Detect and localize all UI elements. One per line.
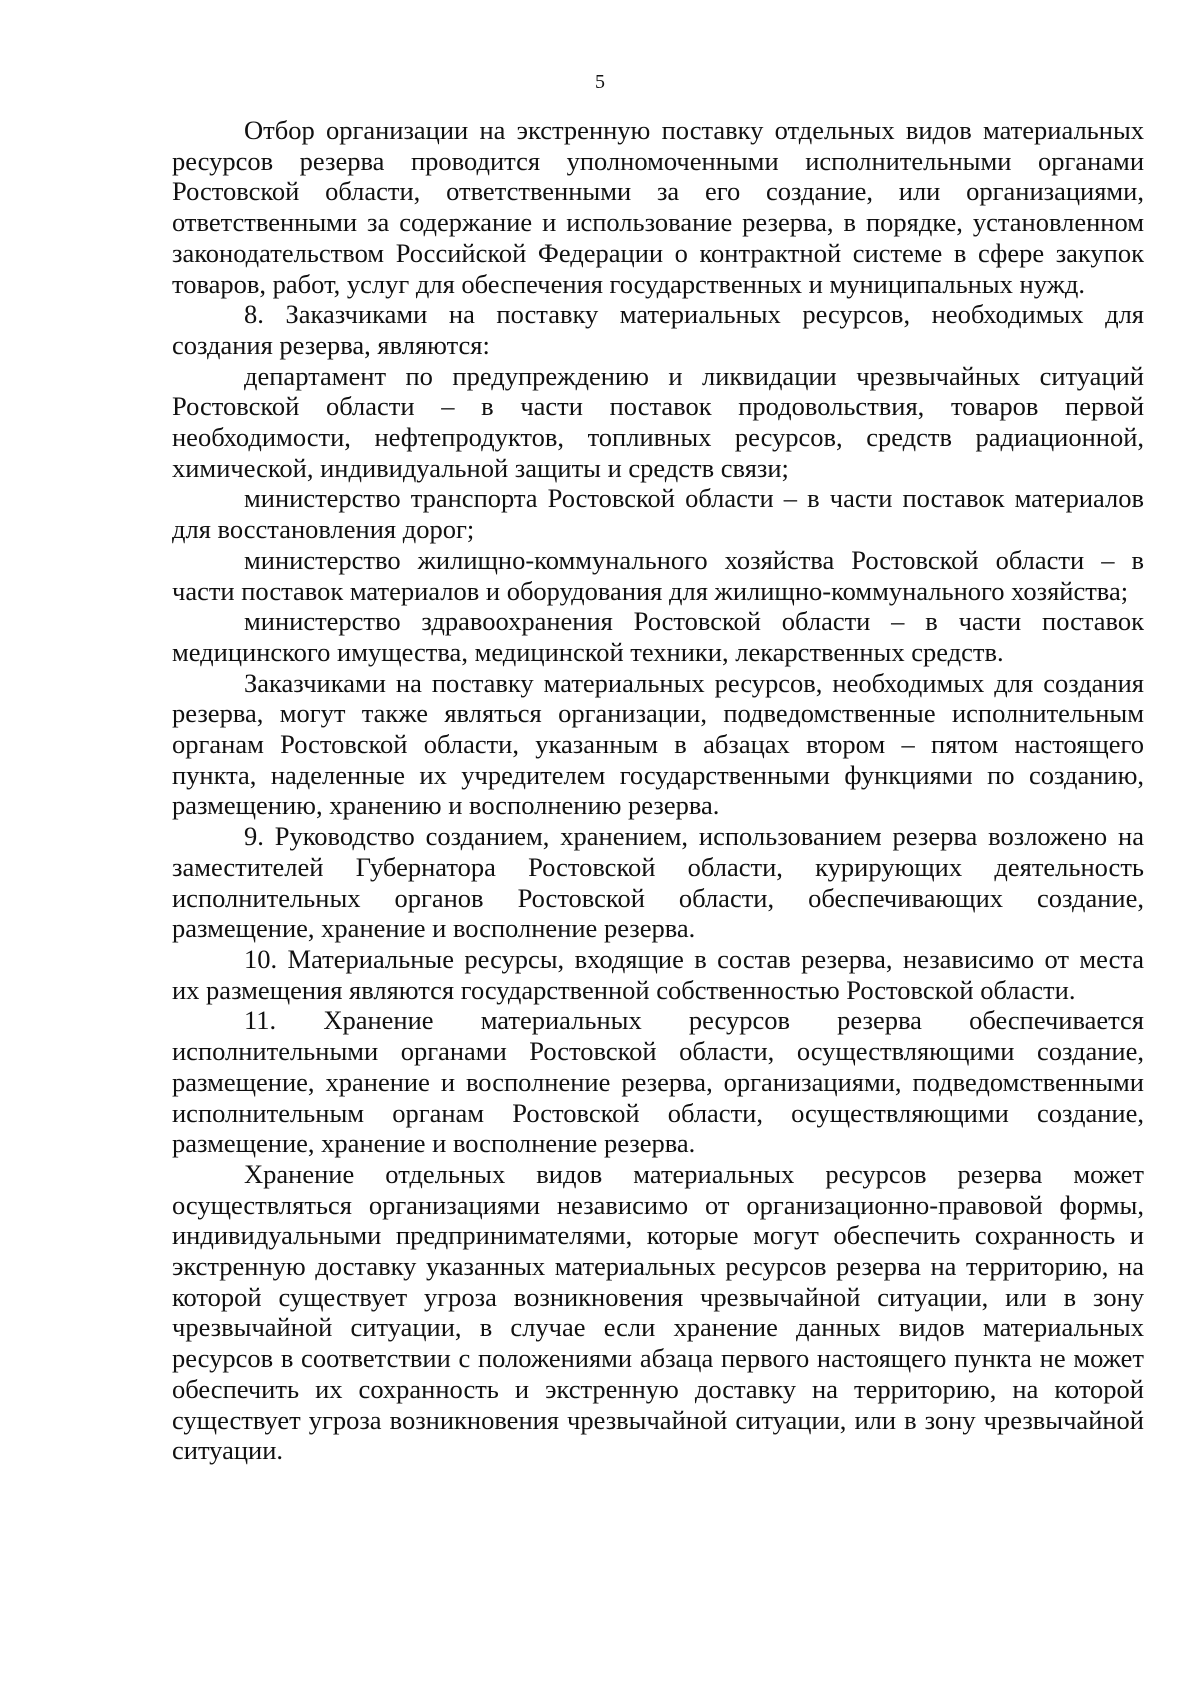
paragraph-storage-by-organizations: Хранение отдельных видов материальных ресурсов резерва может осуществляться организациями независимо от организационно-правовой формы, индивидуальными предпринимателями, которые могут обеспечить сохранность и экстренную доставку указанных материальных ресурсов резерва на территорию, на которой существует угроза возникновения чрезвычайной ситуации, или в зону чрезвычайной ситуации, в случае если хранение данных видов материальных ресурсов в соответствии с положениями абзаца первого настоящего пункта не может обеспечить их сохранность и экстренную доставку на территорию, на которой существует угроза возникновения чрезвычайной ситуации, или в зону чрезвычайной ситуации. <box>172 1158 1144 1466</box>
document-body <box>172 115 1144 1466</box>
paragraph-housing-ministry: министерство жилищно-коммунального хозяйства Ростовской области – в части поставок материалов и оборудования для жилищно-коммунального хозяйства; <box>172 544 1144 606</box>
paragraph-9-management: 9. Руководство созданием, хранением, использованием резерва возложено на заместителей Губернатора Ростовской области, курирующих деятельность исполнительных органов Ростовской области, обеспечивающих создание, размещение, хранение и восполнение резерва. <box>172 821 1144 944</box>
paragraph-10-ownership: 10. Материальные ресурсы, входящие в состав резерва, независимо от места их размещения являются государственной собственностью Ростовской области. <box>172 943 1144 1005</box>
paragraph-8-customers: 8. Заказчиками на поставку материальных ресурсов, необходимых для создания резерва, являются: <box>172 299 1144 360</box>
paragraph-transport-ministry: министерство транспорта Ростовской области – в части поставок материалов для восстановления дорог; <box>172 483 1144 545</box>
paragraph-subordinate-organizations: Заказчиками на поставку материальных ресурсов, необходимых для создания резерва, могут также являться организации, подведомственные исполнительным органам Ростовской области, указанным в абзацах втором – пятом настоящего пункта, наделенные их учредителем государственными функциями по созданию, размещению, хранению и восполнению резерва. <box>172 667 1144 821</box>
paragraph-selection-procedure: Отбор организации на экстренную поставку отдельных видов материальных ресурсов резерва проводится уполномоченными исполнительными органами Ростовской области, ответственными за его создание, или организациями, ответственными за содержание и использование резерва, в порядке, установленном законодательством Российской Федерации о контрактной системе в сфере закупок товаров, работ, услуг для обеспечения государственных и муниципальных нужд. <box>172 115 1144 299</box>
page-number: 5 <box>595 71 605 93</box>
paragraph-health-ministry: министерство здравоохранения Ростовской области – в части поставок медицинского имущества, медицинской техники, лекарственных средств. <box>172 606 1144 667</box>
paragraph-11-storage: 11. Хранение материальных ресурсов резерва обеспечивается исполнительными органами Ростовской области, осуществляющими создание, размещение, хранение и восполнение резерва, организациями, подведомственными исполнительным органам Ростовской области, осуществляющими создание, размещение, хранение и восполнение резерва. <box>172 1005 1144 1159</box>
paragraph-emergency-department: департамент по предупреждению и ликвидации чрезвычайных ситуаций Ростовской области – в части поставок продовольствия, товаров первой необходимости, нефтепродуктов, топливных ресурсов, средств радиационной, химической, индивидуальной защиты и средств связи; <box>172 360 1144 483</box>
